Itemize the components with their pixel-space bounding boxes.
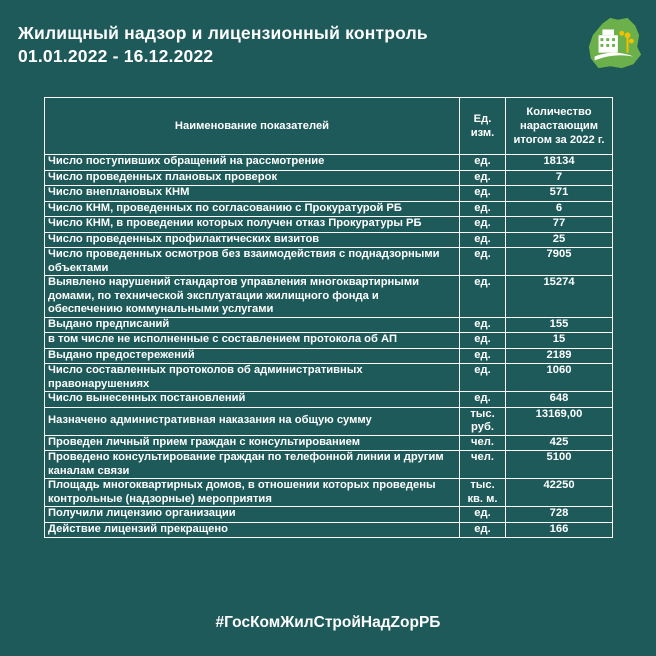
row-value: 77 bbox=[506, 217, 613, 233]
row-unit: ед. bbox=[460, 317, 506, 333]
table-row bbox=[45, 232, 613, 248]
table-row bbox=[45, 522, 613, 538]
row-name: Число составленных протоколов об административных правонарушениях bbox=[45, 364, 460, 392]
row-name: Число внеплановых КНМ bbox=[45, 186, 460, 202]
row-name: Число вынесенных постановлений bbox=[45, 392, 460, 408]
row-value: 7 bbox=[506, 170, 613, 186]
row-name: Число КНМ, проведенных по согласованию с Прокуратурой РБ bbox=[45, 201, 460, 217]
title-line-1: Жилищный надзор и лицензионный контроль bbox=[18, 23, 428, 43]
row-name: Проведено консультирование граждан по телефонной линии и другим каналам связи bbox=[45, 451, 460, 479]
header-unit: Ед. изм. bbox=[460, 98, 506, 155]
row-unit: ед. bbox=[460, 522, 506, 538]
row-name: Число поступивших обращений на рассмотрение bbox=[45, 155, 460, 171]
table-row bbox=[45, 392, 613, 408]
row-value: 25 bbox=[506, 232, 613, 248]
row-name: Площадь многоквартирных домов, в отношении которых проведены контрольные (надзорные) мероприятия bbox=[45, 479, 460, 507]
row-name: Получили лицензию организации bbox=[45, 507, 460, 523]
row-unit: ед. bbox=[460, 392, 506, 408]
row-name: Выдано предостережений bbox=[45, 348, 460, 364]
row-unit: ед. bbox=[460, 217, 506, 233]
row-value: 15 bbox=[506, 333, 613, 349]
page-title bbox=[18, 22, 428, 68]
row-unit: тыс. руб. bbox=[460, 407, 506, 435]
row-value: 1060 bbox=[506, 364, 613, 392]
row-unit: ед. bbox=[460, 170, 506, 186]
table-row bbox=[45, 248, 613, 276]
table-row bbox=[45, 364, 613, 392]
header-quantity: Количество нарастающим итогом за 2022 г. bbox=[506, 98, 613, 155]
row-value: 13169,00 bbox=[506, 407, 613, 435]
row-value: 2189 bbox=[506, 348, 613, 364]
row-value: 571 bbox=[506, 186, 613, 202]
table-row bbox=[45, 407, 613, 435]
row-unit: ед. bbox=[460, 201, 506, 217]
table-row bbox=[45, 507, 613, 523]
table-row bbox=[45, 479, 613, 507]
table-row bbox=[45, 201, 613, 217]
row-value: 648 bbox=[506, 392, 613, 408]
row-value: 728 bbox=[506, 507, 613, 523]
row-unit: тыс. кв. м. bbox=[460, 479, 506, 507]
row-name: Число проведенных осмотров без взаимодействия с поднадзорными объектами bbox=[45, 248, 460, 276]
row-unit: ед. bbox=[460, 507, 506, 523]
row-value: 15274 bbox=[506, 276, 613, 318]
table-row bbox=[45, 217, 613, 233]
table-row bbox=[45, 317, 613, 333]
row-value: 425 bbox=[506, 435, 613, 451]
row-unit: чел. bbox=[460, 435, 506, 451]
table-row bbox=[45, 348, 613, 364]
agency-logo-icon bbox=[585, 14, 643, 72]
row-value: 166 bbox=[506, 522, 613, 538]
report-table bbox=[44, 97, 613, 538]
row-unit: чел. bbox=[460, 451, 506, 479]
row-value: 7905 bbox=[506, 248, 613, 276]
table-row bbox=[45, 155, 613, 171]
row-value: 18134 bbox=[506, 155, 613, 171]
row-unit: ед. bbox=[460, 333, 506, 349]
row-name: в том числе не исполненные с составлением протокола об АП bbox=[45, 333, 460, 349]
row-unit: ед. bbox=[460, 155, 506, 171]
row-name: Назначено административная наказания на общую сумму bbox=[45, 407, 460, 435]
row-unit: ед. bbox=[460, 348, 506, 364]
row-value: 42250 bbox=[506, 479, 613, 507]
table-row bbox=[45, 333, 613, 349]
table-row bbox=[45, 276, 613, 318]
row-name: Действие лицензий прекращено bbox=[45, 522, 460, 538]
header-indicator-name: Наименование показателей bbox=[45, 98, 460, 155]
row-name: Проведен личный прием граждан с консультированием bbox=[45, 435, 460, 451]
row-unit: ед. bbox=[460, 248, 506, 276]
row-unit: ед. bbox=[460, 364, 506, 392]
row-value: 155 bbox=[506, 317, 613, 333]
row-unit: ед. bbox=[460, 232, 506, 248]
row-unit: ед. bbox=[460, 276, 506, 318]
hashtag: #ГосКомЖилСтройНадZорРБ bbox=[215, 614, 441, 631]
table-row bbox=[45, 186, 613, 202]
table-row bbox=[45, 170, 613, 186]
row-name: Число проведенных профилактических визитов bbox=[45, 232, 460, 248]
table-row bbox=[45, 435, 613, 451]
row-name: Выявлено нарушений стандартов управления многоквартирными домами, по технической эксплуатации жилищного фонда и обеспечению коммунальными услугами bbox=[45, 276, 460, 318]
row-unit: ед. bbox=[460, 186, 506, 202]
table-header-row bbox=[45, 98, 613, 155]
table-row bbox=[45, 451, 613, 479]
row-value: 5100 bbox=[506, 451, 613, 479]
row-value: 6 bbox=[506, 201, 613, 217]
row-name: Число проведенных плановых проверок bbox=[45, 170, 460, 186]
row-name: Выдано предписаний bbox=[45, 317, 460, 333]
title-line-2: 01.01.2022 - 16.12.2022 bbox=[18, 46, 214, 66]
row-name: Число КНМ, в проведении которых получен отказ Прокуратуры РБ bbox=[45, 217, 460, 233]
